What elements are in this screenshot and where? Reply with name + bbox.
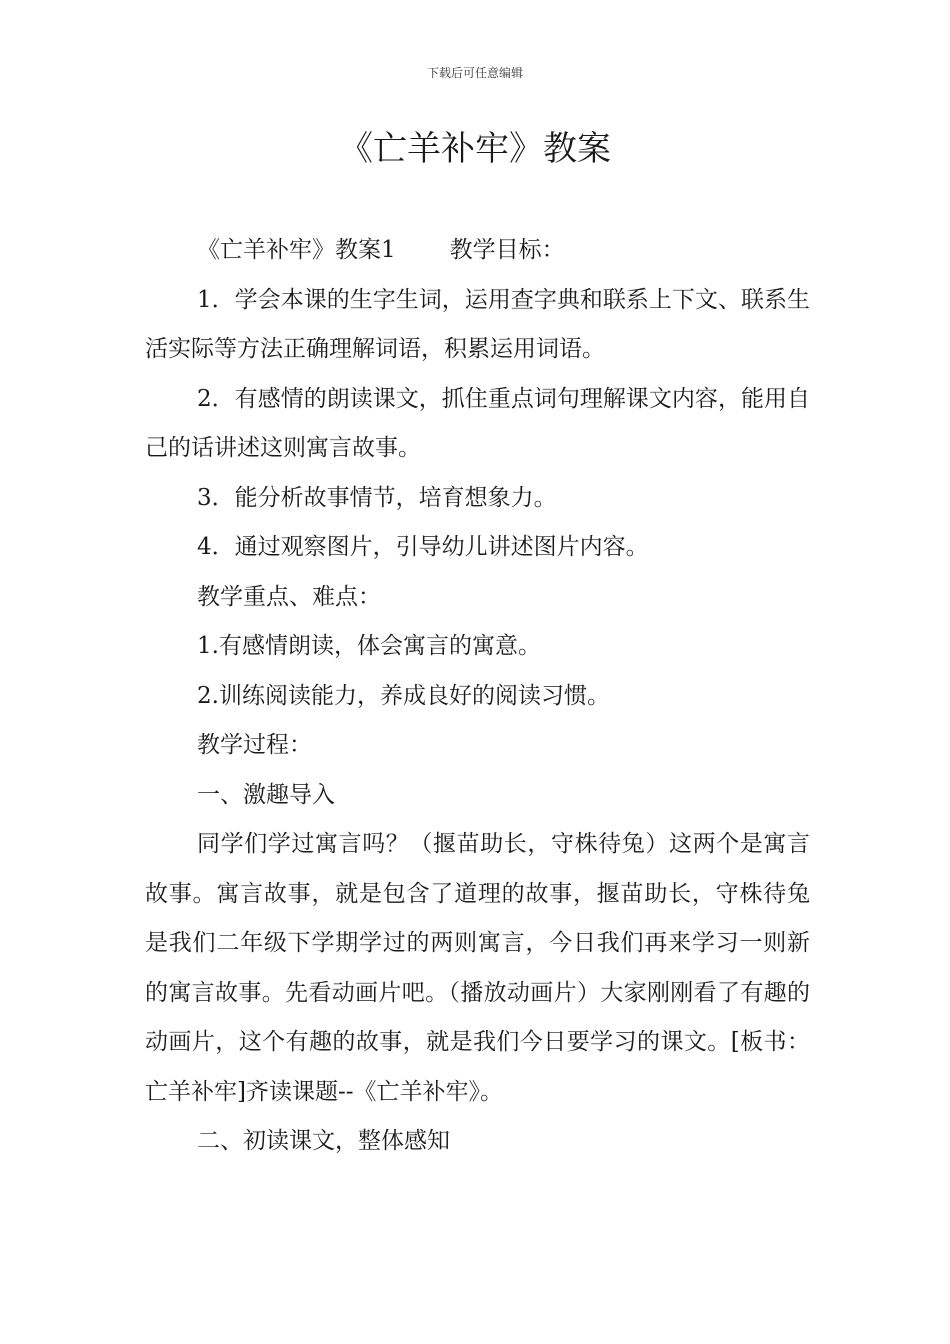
objective-1: 1．学会本课的生字生词，运用查字典和联系上下文、联系生活实际等方法正确理解词语，积累运用词语。	[145, 286, 810, 362]
document-body	[145, 226, 810, 1167]
key-points-heading: 教学重点、难点：	[197, 583, 381, 610]
objective-3: 3．能分析故事情节，培育想象力。	[197, 484, 557, 511]
section-1-heading: 一、激趣导入	[197, 781, 335, 808]
process-heading: 教学过程：	[197, 732, 312, 758]
intro-objectives-heading: 教学目标：	[449, 237, 565, 263]
page-header-note: 下载后可任意编辑	[426, 66, 523, 80]
document-title: 《亡羊补牢》教案	[339, 129, 611, 169]
intro-line	[145, 226, 810, 276]
objective-4: 4．通过观察图片，引导幼儿讲述图片内容。	[197, 534, 649, 560]
key-point-1: 1.有感情朗读，体会寓言的寓意。	[197, 633, 541, 659]
section-1-text: 同学们学过寓言吗？（揠苗助长，守株待兔）这两个是寓言故事。寓言故事，就是包含了道理的故事，揠苗助长，守株待兔是我们二年级下学期学过的两则寓言，今日我们再来学习一则新的寓言故事。先看动画片吧。（播放动画片）大家刚刚看了有趣的动画片，这个有趣的故事，就是我们今日要学习的课文。[板书：亡羊补牢]齐读课题--《亡羊补牢》。	[145, 831, 810, 1105]
objective-2: 2．有感情的朗读课文，抓住重点词句理解课文内容，能用自己的话讲述这则寓言故事。	[145, 385, 810, 461]
section-2-heading: 二、初读课文，整体感知	[197, 1128, 450, 1154]
key-point-2: 2.训练阅读能力，养成良好的阅读习惯。	[197, 682, 610, 709]
intro-doc-label: 《亡羊补牢》教案1	[197, 237, 396, 263]
